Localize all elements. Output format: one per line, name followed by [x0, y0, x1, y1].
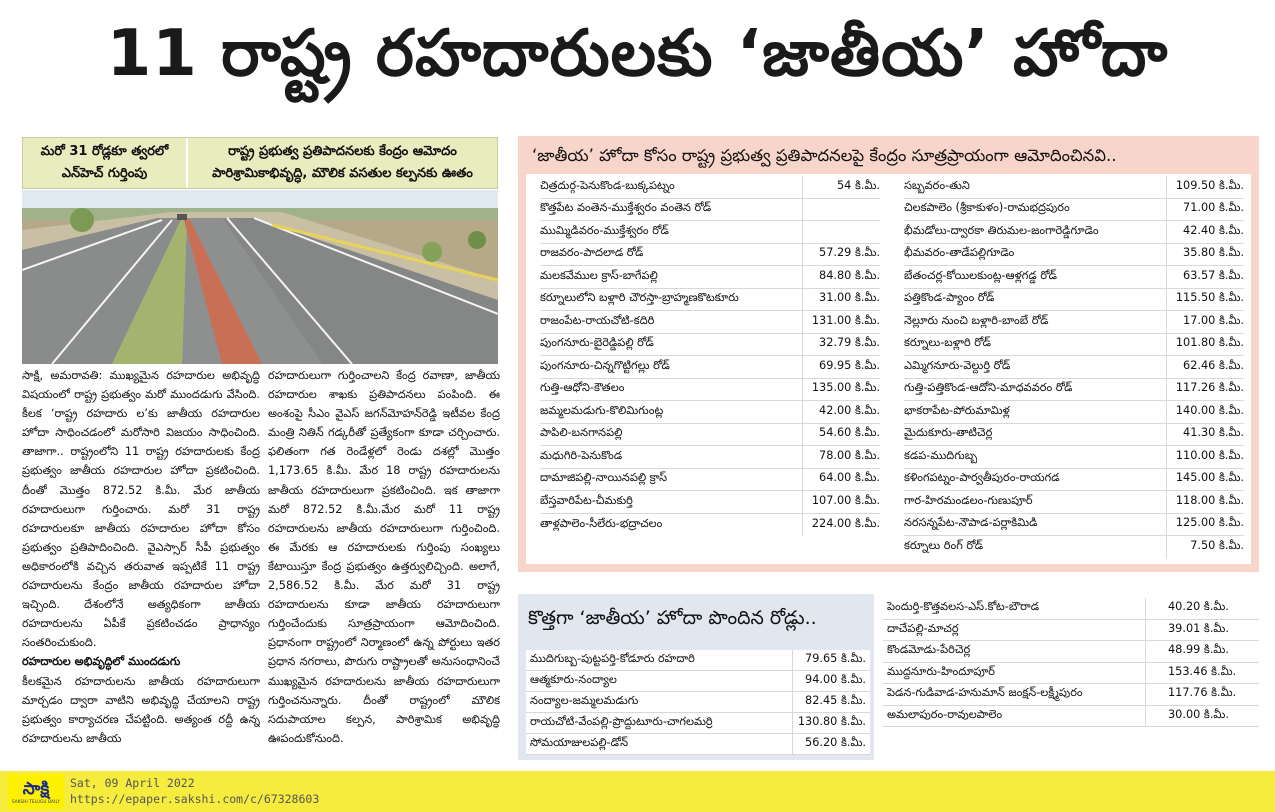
table-row	[540, 334, 880, 357]
logo-subtext: SAKSHI TELUGU DAILY	[11, 798, 61, 804]
table-row	[904, 446, 1244, 469]
road-name: పుంగనూరు-చిన్నగొట్టిగల్లు రోడ్	[540, 358, 670, 372]
road-name: రాయచోటి-వేంపల్లి-ప్రొద్దుటూరు-చాగలమర్రి	[530, 715, 713, 728]
article-column-1	[22, 366, 260, 768]
road-name: భీమవరం-తాడేపల్లిగూడెం	[904, 246, 1015, 260]
table-row	[904, 514, 1244, 537]
road-name: రాజంపేట-రాయచోటి-కదిరి	[540, 313, 655, 327]
new-roads-left-panel	[518, 594, 874, 760]
table-row	[540, 379, 880, 402]
road-name: మలకవేముల క్రాస్-బాగేపల్లి	[540, 268, 658, 282]
road-name: నరసన్నపేట-నౌపాడ-పర్లాకిమిడి	[904, 516, 1038, 530]
road-length: 84.80 కి.మీ.	[802, 266, 880, 288]
table-row	[883, 663, 1259, 685]
road-name: కర్నూలులోని బళ్లారి చౌరస్తా-బ్రాహ్మణకొటకూరు	[540, 291, 739, 305]
table-row	[904, 221, 1244, 244]
road-length: 62.46 కి.మీ.	[1166, 356, 1244, 378]
road-name: కడప-ముదిగుబ్బ	[904, 448, 978, 462]
road-length: 125.00 కి.మీ.	[1166, 514, 1244, 536]
road-name: ఆత్మకూరు-నంద్యాల	[530, 673, 617, 686]
road-length: 130.80 కి.మీ.	[792, 713, 866, 733]
road-length: 131.00 కి.మీ.	[802, 311, 880, 333]
table-row	[904, 244, 1244, 267]
footer-date: Sat, 09 April 2022	[70, 776, 195, 790]
table-row	[883, 706, 1259, 728]
road-name: మధుగిరి-పెనుకొండ	[540, 448, 623, 462]
road-name: దాచేపల్లి-మాచర్ల	[887, 621, 959, 635]
road-length: 115.50 కి.మీ.	[1166, 289, 1244, 311]
road-length: 63.57 కి.మీ.	[1166, 266, 1244, 288]
table-row	[540, 221, 880, 244]
table-row	[904, 356, 1244, 379]
table-row	[526, 650, 870, 671]
road-name: పుంగనూరు-బైరెడ్డిపల్లి రోడ్	[540, 336, 654, 350]
road-length: 56.20 కి.మీ.	[792, 734, 866, 754]
footer-meta	[70, 775, 319, 807]
table-row	[526, 692, 870, 713]
table-row	[883, 641, 1259, 663]
highway-photo	[22, 190, 498, 364]
road-name: నంద్యాల-జమ్మలమడుగు	[530, 694, 639, 707]
road-name: కర్నూలు-బళ్లారి రోడ్	[904, 336, 992, 350]
road-length: 31.00 కి.మీ.	[802, 289, 880, 311]
road-name: కళింగపట్నం-పార్వతీపురం-రాయగడ	[904, 471, 1060, 485]
road-length	[802, 199, 880, 221]
approved-table-left-column	[540, 176, 880, 536]
table-row	[904, 199, 1244, 222]
footer	[0, 771, 1275, 812]
table-row	[526, 713, 870, 734]
article-paragraph: రహదారులుగా గుర్తించాలని కేంద్ర రవాణా, జాతీయ రహదారుల శాఖకు ప్రతిపాదనలు పంపింది. ఈ అంశంపై సీఎం వైఎస్‌ జగన్‌మోహన్‌రెడ్డి ఇటీవల కేంద్ర మంత్రి నితిన్‌ గడ్కరీతో ప్రత్యేకంగా కూడా చర్చించారు. ఫలితంగా గత రెండేళ్లలో రెండు దశల్లో మొత్తం 1,173.65 కి.మీ. మేర 18 రాష్ట్ర రహదారులను జాతీయ రహదారులుగా ప్రకటించింది. ఇక తాజాగా మరో 872.52 కి.మీ.మేర మరో 11 రాష్ట్ర రహదారులను జాతీయ రహదారులుగా గుర్తించింది. ఈ మేరకు ఆ రహదారులకు గుర్తింపు సంఖ్యలు కేటాయిస్తూ కేంద్ర ప్రభుత్వం ఉత్తర్వులిచ్చింది. అలాగే, 2,586.52 కి.మీ. మేర మరో 31 రాష్ట్ర రహదారులను కూడా జాతీయ రహదారులుగా గుర్తించేందుకు సూత్రప్రాయంగా ఆమోదించింది. ప్రధానంగా రాష్ట్రంలో నిర్మాణంలో ఉన్న పోర్టులు ఇతర ప్రధాన నగరాలు, పొరుగు రాష్ట్రాలతో అనుసంధానించే ముఖ్యమైన రహదారులను జాతీయ రహదారులుగా గుర్తించనున్నారు. దీంతో రాష్ట్రంలో మౌలిక సదుపాయాల కల్పన, పారిశ్రామిక అభివృద్ధి ఊపందుకోనుంది.	[268, 369, 500, 745]
approved-roads-table	[518, 136, 1259, 572]
road-name: భాకరాపేట-పోరుమామిళ్ల	[904, 403, 1010, 417]
road-length	[802, 221, 880, 243]
table-row	[904, 311, 1244, 334]
road-length: 110.00 కి.మీ.	[1166, 446, 1244, 468]
table-row	[904, 469, 1244, 492]
table-row	[540, 289, 880, 312]
table-row	[904, 401, 1244, 424]
road-name: మైదుకూరు-తాటిచెర్ల	[904, 426, 993, 440]
road-length: 42.40 కి.మీ.	[1166, 221, 1244, 243]
approved-table-body	[526, 174, 1251, 564]
road-length: 17.00 కి.మీ.	[1166, 311, 1244, 333]
table-row	[540, 266, 880, 289]
road-length: 7.50 కి.మీ.	[1166, 536, 1244, 559]
road-length: 40.20 కి.మీ.	[1145, 598, 1255, 619]
banner-left	[23, 138, 188, 188]
road-length: 41.30 కి.మీ.	[1166, 424, 1244, 446]
road-name: కొత్తపేట వంతెన-ముక్తేశ్వరం వంతెన రోడ్	[540, 201, 712, 215]
road-length: 69.95 కి.మీ.	[802, 356, 880, 378]
highway-photo-image	[22, 190, 498, 364]
table-row	[883, 598, 1259, 620]
table-row	[540, 514, 880, 537]
road-name: బేతంచర్ల-కోయిలకుంట్ల-ఆళ్లగడ్డ రోడ్	[904, 268, 1058, 282]
banner-right-line2: పారిశ్రామికాభివృద్ధి, మౌలిక వసతుల కల్పనకు ఊతం	[212, 166, 473, 181]
road-name: సబ్బవరం-తుని	[904, 178, 970, 192]
article-column-2	[268, 366, 500, 768]
sakshi-logo	[8, 774, 64, 809]
banner-left-line2: ఎన్‌హెచ్‌ గుర్తింపు	[61, 166, 148, 181]
road-length: 118.00 కి.మీ.	[1166, 491, 1244, 513]
table-row	[883, 684, 1259, 706]
table-row	[540, 491, 880, 514]
road-name: బేస్తవారిపేట-చీమకుర్తి	[540, 493, 633, 507]
road-name: తాళ్లపాలెం-సీలేరు-భద్రాచలం	[540, 516, 663, 530]
road-name: ముద్దనూరు-హిందూపూర్	[887, 664, 995, 678]
road-name: పాపిలి-బనగానపల్లి	[540, 426, 623, 440]
table-row	[904, 289, 1244, 312]
new-roads-right-rows	[883, 598, 1259, 727]
road-length: 135.00 కి.మీ.	[802, 379, 880, 401]
road-name: పత్తికొండ-ప్యాంం రోడ్	[904, 291, 995, 305]
road-length: 54 కి.మీ.	[802, 176, 880, 198]
new-roads-left-rows	[526, 650, 870, 755]
road-length: 117.76 కి.మీ.	[1145, 684, 1255, 705]
road-length: 57.29 కి.మీ.	[802, 244, 880, 266]
road-length: 101.80 కి.మీ.	[1166, 334, 1244, 356]
banner-right	[188, 138, 497, 188]
sub-banner	[22, 137, 498, 189]
road-length: 94.00 కి.మీ.	[792, 671, 866, 691]
road-name: కొండమోడు-పేరిచెర్ల	[887, 643, 971, 657]
road-length: 71.00 కి.మీ.	[1166, 199, 1244, 221]
road-length: 153.46 కి.మీ.	[1145, 663, 1255, 684]
new-roads-block	[518, 584, 1259, 770]
table-row	[540, 446, 880, 469]
road-name: కర్నూలు రింగ్ రోడ్	[904, 539, 984, 553]
road-name: గుత్తి-పత్తికొండ-ఆదోని-మాధవవరం రోడ్	[904, 381, 1073, 395]
table-row	[904, 491, 1244, 514]
new-roads-title: కొత్తగా ‘జాతీయ’ హోదా పొందిన రోడ్లు..	[528, 607, 817, 629]
road-length: 109.50 కి.మీ.	[1166, 176, 1244, 198]
table-row	[540, 244, 880, 267]
road-name: గుత్తి-ఆధోని-కౌతలం	[540, 381, 625, 395]
table-row	[904, 266, 1244, 289]
logo-text: సాక్షి	[22, 778, 50, 799]
banner-left-line1: మరో 31 రోడ్లకూ త్వరలో	[40, 144, 169, 159]
road-length: 78.00 కి.మీ.	[802, 446, 880, 468]
road-name: ముమ్మిడివరం-ముక్తేశ్వరం రోడ్	[540, 223, 669, 237]
table-row	[904, 379, 1244, 402]
banner-right-line1: రాష్ట్ర ప్రభుత్వ ప్రతిపాదనలకు కేంద్రం ఆమోదం	[228, 144, 457, 159]
road-length: 42.00 కి.మీ.	[802, 401, 880, 423]
table-row	[526, 671, 870, 692]
table-row	[904, 536, 1244, 559]
footer-url[interactable]: https://epaper.sakshi.com/c/67328603	[70, 792, 320, 806]
road-length: 30.00 కి.మీ.	[1145, 706, 1255, 727]
road-length: 140.00 కి.మీ.	[1166, 401, 1244, 423]
table-row	[540, 311, 880, 334]
road-name: భీమడోలు-ద్వారకా తిరుమల-జంగారెడ్డిగూడెం	[904, 223, 1099, 237]
road-name: జమ్మలమడుగు-కొలిమిగుంట్ల	[540, 403, 664, 417]
road-name: ముదిగుబ్బ-పుట్టపర్తి-కోడూరు రహదారి	[530, 652, 695, 665]
table-row	[540, 469, 880, 492]
table-row	[540, 401, 880, 424]
road-length: 54.60 కి.మీ.	[802, 424, 880, 446]
road-name: రాజవరం-పాదలాడ రోడ్	[540, 246, 644, 260]
road-length: 35.80 కి.మీ.	[1166, 244, 1244, 266]
table-row	[540, 424, 880, 447]
table-row	[904, 176, 1244, 199]
road-length: 48.99 కి.మీ.	[1145, 641, 1255, 662]
road-length: 82.45 కి.మీ.	[792, 692, 866, 712]
road-name: చిత్రదుర్గ-పెనుకొండ-బుక్కపట్నం	[540, 178, 675, 192]
road-name: పెడన-గుడివాడ-హనుమాన్ జంక్షన్-లక్ష్మీపురం	[887, 686, 1083, 700]
article-paragraph: కీలకమైన రహదారులను జాతీయ రహదారులుగా మార్చడం ద్వారా వాటిని అభివృద్ధి చేయాలని రాష్ట్ర ప్రభుత్వం కార్యాచరణ చేపట్టింది. అత్యంత రద్దీ ఉన్న రహదారులను జాతీయ	[22, 674, 260, 745]
road-length: 32.79 కి.మీ.	[802, 334, 880, 356]
headline: 11 రాష్ట్ర రహదారులకు ‘జాతీయ’ హోదా	[106, 16, 1169, 91]
road-length: 39.01 కి.మీ.	[1145, 620, 1255, 641]
road-name: అమలాపురం-రావులపాలెం	[887, 707, 1003, 721]
road-length: 117.26 కి.మీ.	[1166, 379, 1244, 401]
table-row	[883, 620, 1259, 642]
table-row	[526, 734, 870, 755]
road-length: 224.00 కి.మీ.	[802, 514, 880, 537]
road-name: ఎమ్మిగనూరు-వెల్దుర్తి రోడ్	[904, 358, 1011, 372]
table-row	[540, 199, 880, 222]
road-name: సోమయాజులపల్లి-డోన్	[530, 736, 629, 749]
road-name: దామాజిపల్లి-నాయినపల్లి క్రాస్	[540, 471, 668, 485]
table-row	[540, 176, 880, 199]
table-row	[904, 334, 1244, 357]
article-paragraph: సాక్షి, అమరావతి: ముఖ్యమైన రహదారుల అభివృద్ధి విషయంలో రాష్ట్ర ప్రభుత్వం మరో ముందడుగు వేసింది. కీలక ‘రాష్ట్ర రహదారు ల’కు జాతీయ రహదారుల హోదా సాధించడంలో మరోసారి విజయం సాధించింది. తాజాగా.. రాష్ట్రంలోని 11 రాష్ట్ర రహదారులకు కేంద్ర ప్రభుత్వం జాతీయ రహదారుల హోదా ప్రకటించింది. దీంతో మొత్తం 872.52 కి.మీ. మేర జాతీయ రహదారులుగా గుర్తించారు. మరో 31 రాష్ట్ర రహదారులకూ జాతీయ రహదారుల హోదా కోసం ప్రభుత్వం ప్రతిపాదించింది. వైఎస్సార్‌ సీపీ ప్రభుత్వం అధికారంలోకి వచ్చిన తరువాత ఇప్పటికే 11 రాష్ట్ర రహదారులను కేంద్రం జాతీయ రహదారుల హోదా ఇచ్చింది. దేశంలోనే అత్యధికంగా జాతీయ రహదారులను ఏపీకే ప్రకటించడం ప్రాధాన్యం సంతరించుకుంది.	[22, 369, 260, 650]
road-name: పెందుర్తి-కొత్తవలస-ఎస్.కోట-బౌరాడ	[887, 600, 1040, 614]
table-row	[904, 424, 1244, 447]
approved-table-title: ‘జాతీయ’ హోదా కోసం రాష్ట్ర ప్రభుత్వ ప్రతిపాదనలపై కేంద్రం సూత్రప్రాయంగా ఆమోదించినవి..	[532, 146, 1117, 165]
table-row	[540, 356, 880, 379]
road-name: చిలకపాలెం (శ్రీకాకుళం)-రామభద్రపురం	[904, 201, 1070, 215]
road-length: 79.65 కి.మీ.	[792, 650, 866, 670]
road-length: 107.00 కి.మీ.	[802, 491, 880, 513]
road-name: గార-హిరమండలం-గుణుపూర్	[904, 493, 1033, 507]
article-subhead: రహదారుల అభివృద్ధిలో ముందడుగు	[22, 655, 181, 669]
road-length: 145.00 కి.మీ.	[1166, 469, 1244, 491]
approved-table-right-column	[904, 176, 1244, 559]
road-name: నెల్లూరు నుంచి బళ్లారి-బాంబే రోడ్	[904, 313, 1049, 327]
road-length: 64.00 కి.మీ.	[802, 469, 880, 491]
